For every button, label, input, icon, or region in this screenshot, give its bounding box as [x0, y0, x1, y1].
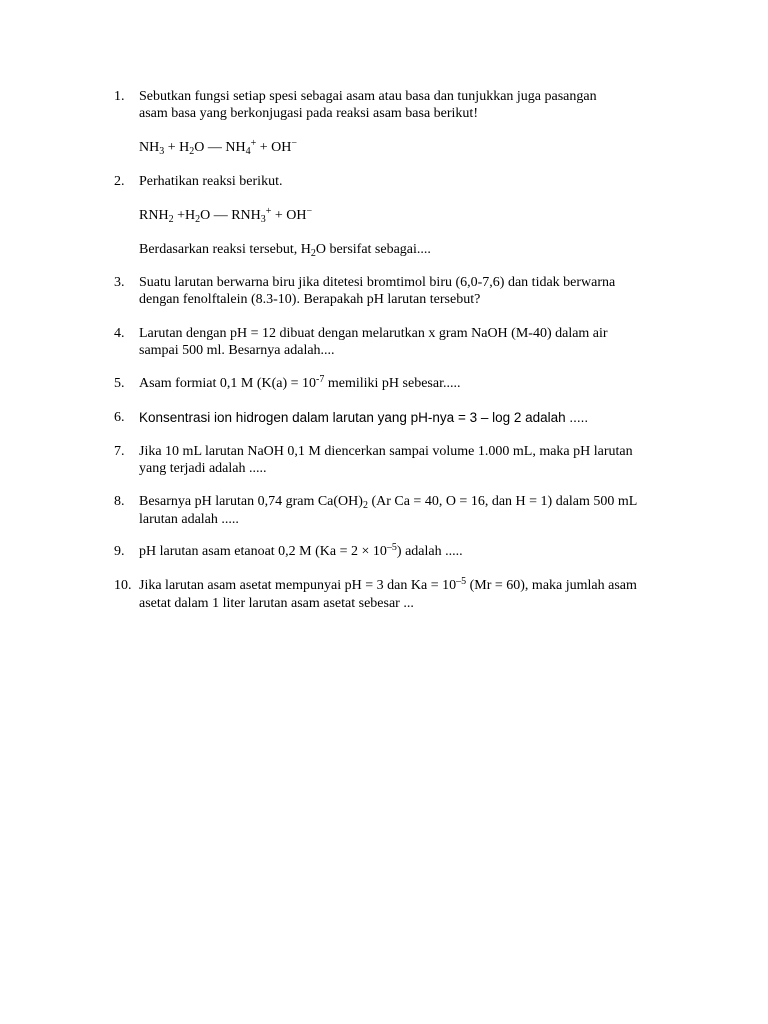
text-line: sampai 500 ml. Besarnya adalah.... — [139, 343, 335, 358]
text-line: Jika 10 mL larutan NaOH 0,1 M diencerkan sampai volume 1.000 mL, maka pH larutan — [139, 444, 633, 459]
question-text: Asam formiat 0,1 M ($K(a) = 10^{-7}$ memiliki pH sebesar..... — [139, 374, 461, 391]
text-line: larutan adalah ..... — [139, 512, 239, 527]
text-line: Perhatikan reaksi berikut. — [139, 174, 283, 189]
text-line: yang terjadi adalah ..... — [139, 461, 267, 476]
equation-1: $NH_3 + H_2O$ — $NH_4^+ + OH^-$ — [139, 138, 297, 157]
equation-2: $RNH_2 +H_2O$ — $RNH_3^+ + OH^-$ — [139, 206, 313, 225]
text-line: Suatu larutan berwarna biru jika ditetesi bromtimol biru (6,0-7,6) dan tidak berwarna — [139, 275, 616, 290]
text-line: Sebutkan fungsi setiap spesi sebagai asam atau basa dan tunjukkan juga pasangan — [139, 89, 597, 104]
question-2-followup: Berdasarkan reaksi tersebut, $H_2O$ bersifat sebagai.... — [139, 242, 431, 259]
question-text — [139, 274, 684, 308]
text-line: asetat dalam 1 liter larutan asam asetat sebesar ... — [139, 596, 414, 611]
question-text — [139, 409, 684, 426]
question-number: 3. — [114, 275, 125, 290]
question-number: 7. — [114, 444, 125, 459]
question-text: Jika larutan asam asetat mempunyai pH = 3 dan $Ka = 10^{-5}$ (Mr = 60), maka jumlah asam asetat dalam 1 liter larutan asam asetat sebesar ... — [139, 577, 684, 612]
question-number: 1. — [114, 89, 125, 104]
question-number: 10. — [114, 578, 132, 593]
question-text — [139, 325, 684, 359]
question-number: 4. — [114, 326, 125, 341]
question-number: 9. — [114, 544, 125, 559]
question-text — [139, 88, 684, 122]
question-number: 8. — [114, 494, 125, 509]
question-number: 5. — [114, 376, 125, 391]
text-line: Larutan dengan pH = 12 dibuat dengan melarutkan x gram NaOH (M-40) dalam air — [139, 326, 608, 341]
question-text: Besarnya pH larutan 0,74 gram $Ca(OH)_2$ (Ar Ca = 40, O = 16, dan H = 1) dalam 500 mL larutan adalah ..... — [139, 493, 684, 528]
question-text — [139, 173, 684, 190]
text-line: Konsentrasi ion hidrogen dalam larutan yang pH-nya = 3 – log 2 adalah ..... — [139, 410, 589, 425]
question-number: 6. — [114, 410, 125, 425]
text-line: asam basa yang berkonjugasi pada reaksi asam basa berikut! — [139, 106, 478, 121]
question-text — [139, 443, 684, 477]
text-line: dengan fenolftalein (8.3-10). Berapakah pH larutan tersebut? — [139, 292, 481, 307]
question-number: 2. — [114, 174, 125, 189]
question-text: pH larutan asam etanoat 0,2 M $(Ka = 2 \times 10^{-5})$ adalah ..... — [139, 542, 463, 559]
